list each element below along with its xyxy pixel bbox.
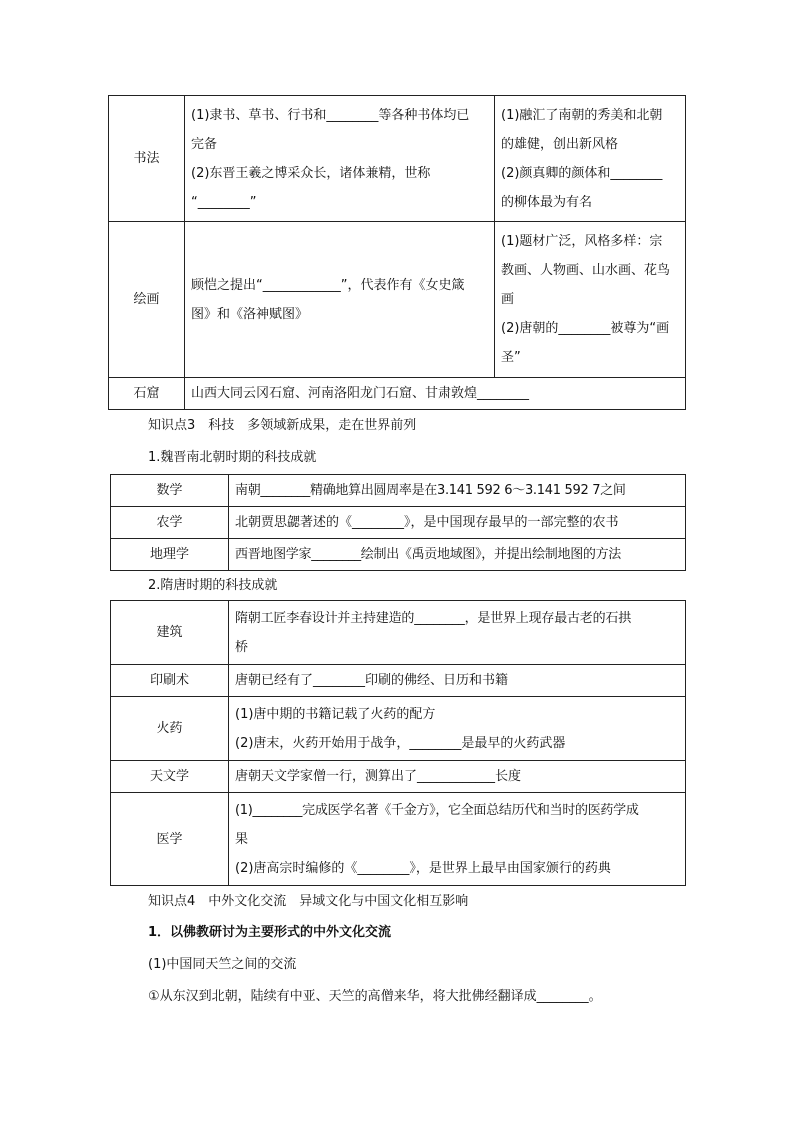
cell-line: (2)唐末，火药开始用于战争，________是最早的火药武器 [235, 735, 566, 751]
row-label: 印刷术 [111, 665, 229, 697]
content-cell: 西晋地图学家________绘制出《禹贡地域图》，并提出绘制地图的方法 [229, 539, 686, 571]
paragraph: ①从东汉到北朝，陆续有中亚、天竺的高僧来华，将大批佛经翻译成________。 [148, 989, 602, 1004]
table-row [111, 665, 686, 697]
subsection-heading: 2.隋唐时期的科技成就 [148, 578, 278, 593]
row-label: 医学 [111, 793, 229, 886]
row-label: 火药 [111, 697, 229, 761]
content-cell [229, 761, 686, 793]
table-row [109, 222, 686, 378]
row-label: 地理学 [111, 539, 229, 571]
content-cell [495, 96, 686, 222]
content-cell [229, 601, 686, 665]
paragraph: (1)中国同天竺之间的交流 [148, 957, 297, 972]
content-cell: 北朝贾思勰著述的《________》，是中国现存最早的一部完整的农书 [229, 507, 686, 539]
section-heading: 知识点4 中外文化交流 异域文化与中国文化相互影响 [148, 894, 469, 909]
cell-line: 顾恺之提出“____________”，代表作有《女史箴 [191, 277, 465, 293]
content-cell [185, 222, 495, 378]
cell-line: (2)东晋王羲之博采众长，诸体兼精，世称 [191, 165, 431, 181]
cell-line: (1)唐中期的书籍记载了火药的配方 [235, 706, 436, 722]
row-label: 数学 [111, 475, 229, 507]
row-label: 农学 [111, 507, 229, 539]
row-label: 书法 [109, 96, 185, 222]
table-row [109, 96, 686, 222]
table-row [111, 475, 686, 507]
cell-line: (2)唐高宗时编修的《________》，是世界上最早由国家颁行的药典 [235, 860, 611, 876]
table-row [111, 761, 686, 793]
content-cell: 山西大同云冈石窟、河南洛阳龙门石窟、甘肃敦煌________ [185, 378, 686, 410]
cell-line: (2)颜真卿的颜体和________ [501, 165, 663, 181]
cell-line: (1)融汇了南朝的秀美和北朝 [501, 107, 663, 123]
science-table-1 [110, 474, 686, 571]
content-cell [229, 697, 686, 761]
cell-line: 教画、人物画、山水画、花鸟 [501, 263, 671, 278]
table-row [111, 507, 686, 539]
cell-line: 画 [501, 292, 515, 307]
table-row [111, 601, 686, 665]
cell-line: 隋朝工匠李春设计并主持建造的________，是世界上现存最古老的石拱 [235, 610, 632, 626]
content-cell [229, 793, 686, 886]
content-cell [495, 222, 686, 378]
science-table-2 [110, 600, 686, 886]
content-cell [185, 96, 495, 222]
subsection-heading: 1.魏晋南北朝时期的科技成就 [148, 450, 317, 465]
cell-line: 圣” [501, 350, 521, 365]
table-row [111, 697, 686, 761]
content-cell [229, 665, 686, 697]
subsection-heading: 1．以佛教研讨为主要形式的中外文化交流 [148, 925, 392, 940]
content-cell: 南朝________精确地算出圆周率是在3.141 592 6～3.141 592 7之间 [229, 475, 686, 507]
cell-line: (1)隶书、草书、行书和________等各种书体均已 [191, 107, 470, 123]
cell-line: 的柳体最为有名 [501, 194, 593, 210]
cell-line: (2)唐朝的________被尊为“画 [501, 321, 670, 336]
cell-line: “________” [191, 194, 257, 210]
section-heading: 知识点3 科技 多领域新成果，走在世界前列 [148, 418, 417, 433]
table-row [111, 539, 686, 571]
row-label: 石窟 [109, 378, 185, 410]
cell-line: 桥 [235, 639, 249, 655]
table-row [111, 793, 686, 886]
cell-line: 唐朝已经有了________印刷的佛经、日历和书籍 [235, 673, 509, 688]
art-table [108, 95, 686, 410]
cell-line: 果 [235, 831, 249, 847]
table-row [109, 378, 686, 410]
cell-line: 的雄健，创出新风格 [501, 136, 619, 152]
cell-line: (1)________完成医学名著《千金方》，它全面总结历代和当时的医药学成 [235, 802, 639, 818]
cell-line: 图》和《洛神赋图》 [191, 306, 309, 322]
row-label: 建筑 [111, 601, 229, 665]
cell-line: 唐朝天文学家僧一行，测算出了____________长度 [235, 769, 522, 784]
row-label: 天文学 [111, 761, 229, 793]
cell-line: (1)题材广泛，风格多样：宗 [501, 234, 663, 249]
cell-line: 完备 [191, 136, 218, 152]
row-label: 绘画 [109, 222, 185, 378]
